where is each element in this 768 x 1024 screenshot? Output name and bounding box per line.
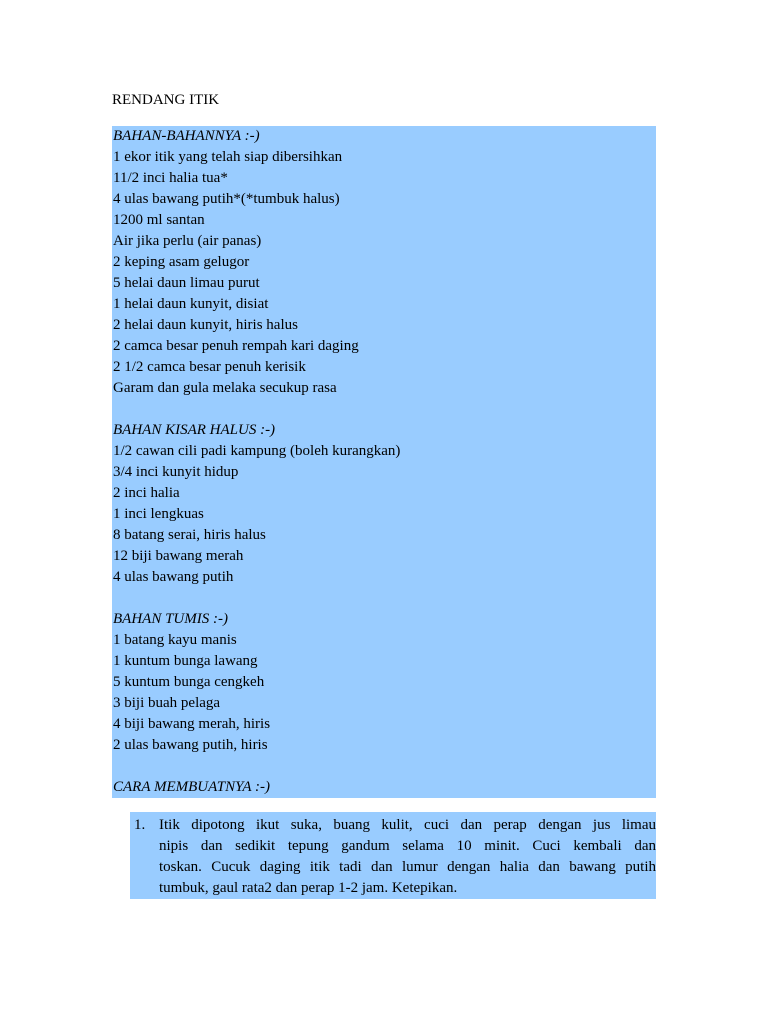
recipe-title: RENDANG ITIK bbox=[112, 92, 220, 108]
blank-line bbox=[113, 588, 656, 609]
section-heading-bahan-bahannya: BAHAN-BAHANNYA :-) bbox=[113, 128, 260, 144]
ingredient-item: 5 kuntum bunga cengkeh bbox=[113, 674, 265, 690]
section-heading-bahan-tumis: BAHAN TUMIS :-) bbox=[113, 611, 228, 627]
blank-line bbox=[113, 399, 656, 420]
ingredient-item: 2 keping asam gelugor bbox=[113, 254, 250, 270]
step-text-line: Itik dipotong ikut suka, buang kulit, cuci dan perap dengan jus limau bbox=[159, 817, 656, 833]
ingredient-item: 3/4 inci kunyit hidup bbox=[113, 464, 239, 480]
ingredient-item: 4 ulas bawang putih bbox=[113, 569, 234, 585]
ingredient-item: 1 kuntum bunga lawang bbox=[113, 653, 258, 669]
step-number: 1. bbox=[134, 817, 146, 833]
ingredient-item: 12 biji bawang merah bbox=[113, 548, 244, 564]
ingredient-item: 2 1/2 camca besar penuh kerisik bbox=[113, 359, 306, 375]
ingredient-item: 8 batang serai, hiris halus bbox=[113, 527, 266, 543]
step-paragraph bbox=[159, 815, 656, 899]
ingredient-item: 3 biji buah pelaga bbox=[113, 695, 221, 711]
ingredient-item: 5 helai daun limau purut bbox=[113, 275, 260, 291]
step-text-line: tumbuk, gaul rata2 dan perap 1-2 jam. Ketepikan. bbox=[159, 880, 458, 896]
ingredient-item: 2 camca besar penuh rempah kari daging bbox=[113, 338, 359, 354]
ingredient-item: 1/2 cawan cili padi kampung (boleh kurangkan) bbox=[113, 443, 401, 459]
step-text-line: toskan. Cucuk daging itik tadi dan lumur dengan halia dan bawang putih bbox=[159, 859, 656, 875]
section-heading-cara-membuatnya: CARA MEMBUATNYA :-) bbox=[113, 779, 270, 795]
ingredient-item: 1 batang kayu manis bbox=[113, 632, 237, 648]
ingredient-item: 2 ulas bawang putih, hiris bbox=[113, 737, 268, 753]
method-step-block bbox=[130, 812, 656, 899]
ingredient-item: 1200 ml santan bbox=[113, 212, 205, 228]
ingredient-item: Air jika perlu (air panas) bbox=[113, 233, 262, 249]
ingredient-item: 11/2 inci halia tua* bbox=[113, 170, 228, 186]
ingredient-item: 1 helai daun kunyit, disiat bbox=[113, 296, 269, 312]
ingredient-item: 2 inci halia bbox=[113, 485, 180, 501]
ingredient-item: 1 inci lengkuas bbox=[113, 506, 204, 522]
blank-line bbox=[113, 756, 656, 777]
ingredients-highlight-block bbox=[112, 126, 656, 798]
ingredient-item: 4 biji bawang merah, hiris bbox=[113, 716, 271, 732]
section-heading-bahan-kisar-halus: BAHAN KISAR HALUS :-) bbox=[113, 422, 276, 438]
step-text-line: nipis dan sedikit tepung gandum selama 10 minit. Cuci kembali dan bbox=[159, 838, 656, 854]
ingredient-item: 1 ekor itik yang telah siap dibersihkan bbox=[113, 149, 343, 165]
ingredient-item: Garam dan gula melaka secukup rasa bbox=[113, 380, 337, 396]
ingredient-item: 2 helai daun kunyit, hiris halus bbox=[113, 317, 298, 333]
ingredient-item: 4 ulas bawang putih*(*tumbuk halus) bbox=[113, 191, 340, 207]
